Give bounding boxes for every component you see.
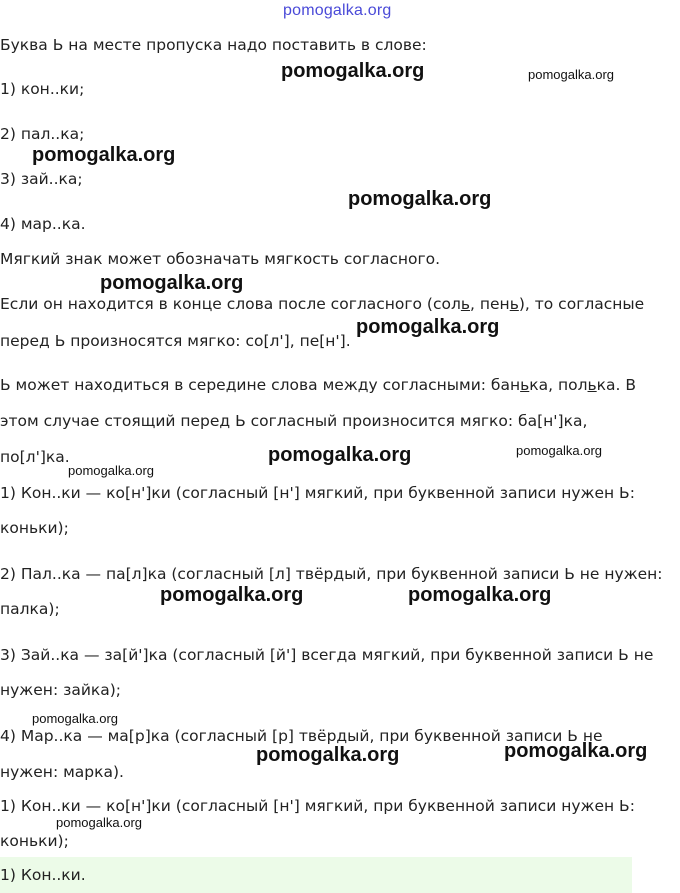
watermark: pomogalka.org — [160, 584, 304, 606]
explanation-text: перед Ь произносятся мягко: со[л'], пе[н']. — [0, 332, 351, 350]
analysis-line: 3) Зай..ка — за[й']ка (согласный [й'] всегда мягкий, при буквенной записи Ь не — [0, 646, 654, 664]
question-text: Буква Ь на месте пропуска надо поставить в слове: — [0, 36, 427, 54]
analysis-line: нужен: зайка); — [0, 681, 122, 699]
watermark: pomogalka.org — [32, 144, 176, 166]
answer-text: 1) Кон..ки. — [0, 866, 86, 884]
watermark: pomogalka.org — [281, 60, 425, 82]
analysis-line: коньки); — [0, 519, 69, 537]
watermark: pomogalka.org — [256, 744, 400, 766]
analysis-line: нужен: марка). — [0, 763, 124, 781]
watermark: pomogalka.org — [68, 463, 154, 478]
watermark: pomogalka.org — [268, 444, 412, 466]
analysis-line: палка); — [0, 600, 60, 618]
option-2: 2) пал..ка; — [0, 125, 85, 143]
explanation-text: Если он находится в конце слова после согласного (соль, пень), то согласные — [0, 295, 645, 313]
watermark: pomogalka.org — [504, 740, 648, 762]
watermark: pomogalka.org — [408, 584, 552, 606]
explanation-text: этом случае стоящий перед Ь согласный произносится мягко: ба[н']ка, — [0, 412, 588, 430]
explanation-text: Ь может находиться в середине слова между согласными: банька, полька. В — [0, 376, 637, 394]
option-1: 1) кон..ки; — [0, 80, 85, 98]
analysis-line: 2) Пал..ка — па[л]ка (согласный [л] твёрдый, при буквенной записи Ь не нужен: — [0, 565, 663, 583]
watermark: pomogalka.org — [356, 316, 500, 338]
explanation-text: по[л']ка. — [0, 448, 70, 466]
watermark-top: pomogalka.org — [283, 2, 392, 19]
option-4: 4) мар..ка. — [0, 215, 86, 233]
watermark: pomogalka.org — [56, 815, 142, 830]
watermark: pomogalka.org — [348, 188, 492, 210]
watermark: pomogalka.org — [528, 67, 614, 82]
conclusion-line: 1) Кон..ки — ко[н']ки (согласный [н'] мягкий, при буквенной записи нужен Ь: — [0, 797, 635, 815]
analysis-line: 4) Мар..ка — ма[р]ка (согласный [р] твёрдый, при буквенной записи Ь не — [0, 727, 603, 745]
watermark: pomogalka.org — [516, 443, 602, 458]
option-3: 3) зай..ка; — [0, 170, 83, 188]
watermark: pomogalka.org — [100, 272, 244, 294]
conclusion-line: коньки); — [0, 832, 69, 850]
explanation-text: Мягкий знак может обозначать мягкость согласного. — [0, 250, 441, 268]
watermark: pomogalka.org — [32, 711, 118, 726]
analysis-line: 1) Кон..ки — ко[н']ки (согласный [н'] мягкий, при буквенной записи нужен Ь: — [0, 484, 635, 502]
answer-box — [0, 857, 632, 893]
